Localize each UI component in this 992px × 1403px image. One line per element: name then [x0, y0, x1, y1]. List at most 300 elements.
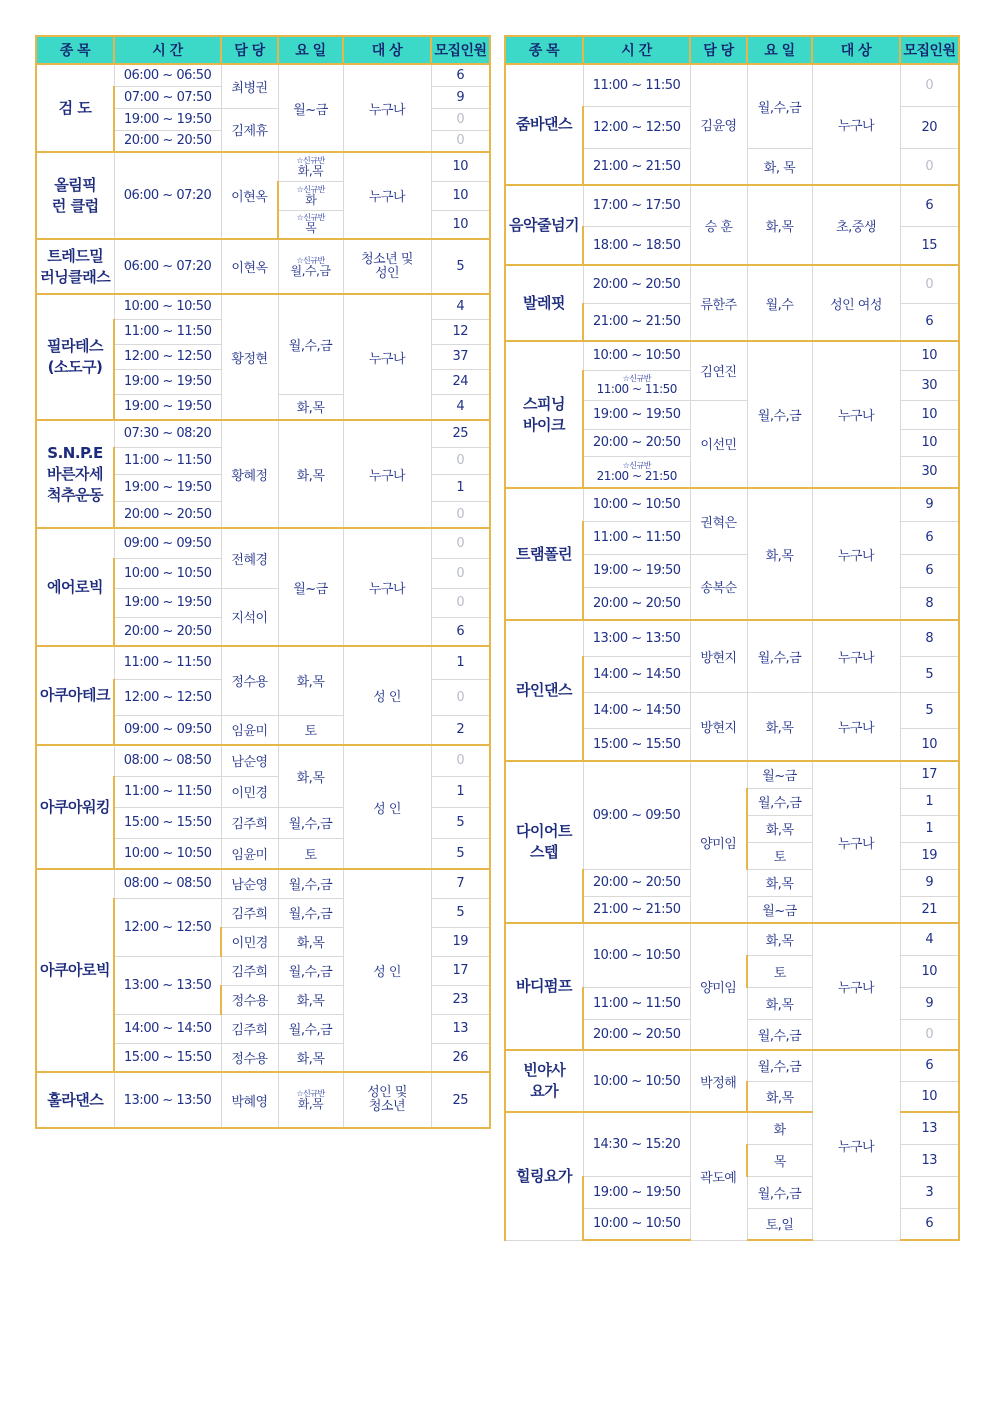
days-cell: 토 — [747, 955, 812, 987]
instructor-cell: 이현옥 — [221, 239, 278, 294]
time-cell — [583, 456, 690, 488]
count-cell: 6 — [431, 617, 490, 646]
sport-name-line: 척추운동 — [47, 485, 103, 504]
count-cell: 10 — [900, 341, 959, 370]
target-cell — [343, 239, 431, 294]
count-cell: 20 — [900, 106, 959, 148]
class-group-spinning — [505, 341, 959, 488]
days-cell: 월,수,금 — [747, 341, 812, 488]
days-cell: 월,수,금 — [278, 956, 343, 985]
time-cell: 11:00 ~ 11:50 — [114, 319, 221, 344]
count-cell: 10 — [431, 210, 490, 239]
time-cell: 07:30 ~ 08:20 — [114, 420, 221, 447]
time-cell: 08:00 ~ 08:50 — [114, 745, 221, 776]
instructor-cell: 이민경 — [221, 776, 278, 807]
time-cell: 13:00 ~ 13:50 — [114, 1072, 221, 1128]
table-row — [505, 761, 959, 788]
count-cell: 9 — [900, 987, 959, 1019]
count-cell: 5 — [431, 898, 490, 927]
time-cell: 06:00 ~ 07:20 — [114, 239, 221, 294]
days-cell: 화,목 — [278, 420, 343, 528]
target-line: 청소년 — [368, 1099, 406, 1114]
class-group-treadmill — [36, 239, 490, 294]
sport-name: 바디펌프 — [505, 923, 583, 1050]
new-class-tag: ☆신규반 — [622, 460, 651, 470]
count-cell: 26 — [431, 1043, 490, 1072]
days-cell: 월~금 — [278, 64, 343, 152]
count-cell: 1 — [431, 646, 490, 679]
count-cell: 0 — [431, 679, 490, 715]
instructor-cell: 이현옥 — [221, 152, 278, 239]
time-cell: 08:00 ~ 08:50 — [114, 869, 221, 898]
count-cell: 6 — [431, 64, 490, 86]
instructor-cell: 양미임 — [690, 761, 747, 923]
time-cell: 19:00 ~ 19:50 — [114, 108, 221, 130]
sport-name-line: 다이어트 — [516, 822, 572, 840]
count-cell: 6 — [900, 1208, 959, 1240]
time-cell: 13:00 ~ 13:50 — [114, 956, 221, 1014]
count-cell: 17 — [431, 956, 490, 985]
target-cell: 누구나 — [812, 341, 900, 488]
new-class-tag: ☆신규반 — [296, 1089, 325, 1098]
class-group-trampoline — [505, 488, 959, 620]
instructor-cell: 김주희 — [221, 898, 278, 927]
days-cell: 월,수,금 — [278, 807, 343, 838]
instructor-cell: 정수용 — [221, 985, 278, 1014]
header-capacity: 모집인원 — [431, 36, 490, 64]
sport-name-line: (소도구) — [47, 358, 103, 376]
count-cell: 24 — [431, 369, 490, 394]
instructor-cell: 송복순 — [690, 554, 747, 620]
class-group-aquatech — [36, 646, 490, 745]
target-line: 청소년 및 — [361, 251, 413, 267]
table-row — [36, 420, 490, 447]
sport-name — [36, 294, 114, 420]
time-cell: 11:00 ~ 11:50 — [114, 776, 221, 807]
count-cell: 8 — [900, 587, 959, 620]
days-cell: 화,목 — [747, 869, 812, 896]
time-cell: 06:00 ~ 07:20 — [114, 152, 221, 239]
instructor-cell: 방현지 — [690, 692, 747, 761]
header-row — [36, 36, 490, 64]
target-cell: 누구나 — [343, 528, 431, 646]
count-cell: 30 — [900, 370, 959, 400]
days-cell: 화,목 — [278, 646, 343, 715]
count-cell: 2 — [431, 715, 490, 745]
days-cell: 토 — [747, 842, 812, 869]
table-row — [36, 64, 490, 86]
sport-name-line: 필라테스 — [47, 337, 103, 355]
instructor-cell: 남순영 — [221, 745, 278, 776]
count-cell: 4 — [431, 294, 490, 319]
instructor-cell: 황혜정 — [221, 420, 278, 528]
new-class-tag: ☆신규반 — [296, 213, 325, 223]
time-cell: 20:00 ~ 20:50 — [583, 429, 690, 456]
class-group-snpe — [36, 420, 490, 528]
header-time: 시 간 — [583, 36, 690, 64]
schedule-table-right — [504, 35, 960, 1241]
instructor-cell: 류한주 — [690, 265, 747, 341]
count-cell: 5 — [900, 692, 959, 728]
target-cell: 누구나 — [343, 420, 431, 528]
sport-name: 트램폴린 — [505, 488, 583, 620]
time-cell: 15:00 ~ 15:50 — [583, 728, 690, 761]
sport-name: 아쿠아워킹 — [36, 745, 114, 869]
time-cell: 19:00 ~ 19:50 — [583, 400, 690, 429]
sport-name-line: 요가 — [530, 1082, 559, 1100]
class-group-aquawalking — [36, 745, 490, 869]
table-row — [36, 152, 490, 181]
days-cell — [278, 1072, 343, 1128]
table-row — [36, 528, 490, 558]
target-cell: 누구나 — [343, 152, 431, 239]
days-cell — [278, 152, 343, 181]
count-cell: 10 — [900, 429, 959, 456]
header-instructor: 담 당 — [221, 36, 278, 64]
header-capacity: 모집인원 — [900, 36, 959, 64]
time-cell: 11:00 ~ 11:50 — [114, 646, 221, 679]
time-cell: 21:00 ~ 21:50 — [583, 148, 690, 185]
class-group-bodypump — [505, 923, 959, 1050]
target-cell: 성 인 — [343, 745, 431, 869]
time-cell: 09:00 ~ 09:50 — [114, 715, 221, 745]
sport-name-line: 바이크 — [523, 415, 565, 434]
days-text: 월,수,금 — [290, 263, 331, 278]
time-cell: 12:00 ~ 12:50 — [114, 344, 221, 369]
time-cell: 20:00 ~ 20:50 — [114, 501, 221, 528]
count-cell: 0 — [431, 108, 490, 130]
days-cell: 화,목 — [747, 488, 812, 620]
target-cell: 성 인 — [343, 869, 431, 1072]
time-cell: 19:00 ~ 19:50 — [114, 588, 221, 617]
days-cell: 화,목 — [278, 985, 343, 1014]
instructor-cell: 임윤미 — [221, 715, 278, 745]
sport-name-line: 러닝클래스 — [40, 267, 111, 286]
count-cell: 0 — [900, 1019, 959, 1050]
instructor-cell: 김연진 — [690, 341, 747, 400]
count-cell: 6 — [900, 303, 959, 341]
sport-name-line: 올림픽 — [54, 175, 97, 194]
instructor-cell: 남순영 — [221, 869, 278, 898]
class-group-barre — [505, 265, 959, 341]
time-cell: 15:00 ~ 15:50 — [114, 807, 221, 838]
count-cell: 13 — [900, 1144, 959, 1176]
time-cell: 10:00 ~ 10:50 — [583, 488, 690, 521]
time-text: 21:00 ~ 21:50 — [596, 468, 677, 483]
count-cell: 13 — [431, 1014, 490, 1043]
count-cell: 0 — [431, 130, 490, 152]
instructor-cell: 정수용 — [221, 1043, 278, 1072]
count-cell: 6 — [900, 1050, 959, 1081]
class-group-linedance — [505, 620, 959, 761]
days-cell: 화,목 — [747, 923, 812, 955]
count-cell: 6 — [900, 185, 959, 226]
instructor-cell: 이민경 — [221, 927, 278, 956]
days-cell: 화,목 — [278, 745, 343, 807]
sport-name: 훌라댄스 — [36, 1072, 114, 1128]
class-group-zumba — [505, 64, 959, 185]
target-cell: 누구나 — [812, 620, 900, 692]
count-cell: 0 — [431, 745, 490, 776]
count-cell: 9 — [431, 86, 490, 108]
table-row — [36, 1072, 490, 1128]
time-cell: 20:00 ~ 20:50 — [583, 587, 690, 620]
days-cell: 월~금 — [747, 761, 812, 788]
count-cell: 1 — [900, 815, 959, 842]
count-cell: 12 — [431, 319, 490, 344]
count-cell: 10 — [900, 955, 959, 987]
count-cell: 3 — [900, 1176, 959, 1208]
class-group-hula — [36, 1072, 490, 1128]
header-sport: 종 목 — [36, 36, 114, 64]
time-cell: 10:00 ~ 10:50 — [114, 558, 221, 588]
count-cell: 7 — [431, 869, 490, 898]
sport-name — [36, 239, 114, 294]
count-cell: 9 — [900, 869, 959, 896]
days-cell: 월,수,금 — [747, 1050, 812, 1081]
sport-name-line: S.N.P.E — [47, 443, 103, 462]
instructor-cell: 전혜경 — [221, 528, 278, 588]
sport-name: 라인댄스 — [505, 620, 583, 761]
sport-name: 에어로빅 — [36, 528, 114, 646]
sport-name — [505, 1050, 583, 1112]
count-cell: 25 — [431, 420, 490, 447]
target-cell: 초,중생 — [812, 185, 900, 265]
time-cell: 19:00 ~ 19:50 — [114, 369, 221, 394]
time-cell: 14:00 ~ 14:50 — [583, 656, 690, 692]
time-cell: 06:00 ~ 06:50 — [114, 64, 221, 86]
instructor-cell: 권혁은 — [690, 488, 747, 554]
time-cell: 10:00 ~ 10:50 — [114, 838, 221, 869]
sport-name: 음악줄넘기 — [505, 185, 583, 265]
target-cell: 누구나 — [812, 761, 900, 923]
count-cell: 9 — [900, 488, 959, 521]
time-text: 11:00 ~ 11:50 — [596, 382, 677, 396]
sport-name: 힐링요가 — [505, 1112, 583, 1240]
time-cell: 12:00 ~ 12:50 — [114, 679, 221, 715]
count-cell: 10 — [431, 181, 490, 210]
count-cell: 4 — [431, 394, 490, 420]
time-cell: 10:00 ~ 10:50 — [583, 1208, 690, 1240]
count-cell: 1 — [900, 788, 959, 815]
count-cell: 4 — [900, 923, 959, 955]
instructor-cell: 최병권 — [221, 64, 278, 108]
time-cell: 11:00 ~ 11:50 — [114, 447, 221, 474]
days-cell: 월,수,금 — [278, 294, 343, 394]
instructor-cell: 양미임 — [690, 923, 747, 1050]
days-cell: 월,수,금 — [278, 898, 343, 927]
time-cell: 18:00 ~ 18:50 — [583, 226, 690, 265]
count-cell: 5 — [431, 239, 490, 294]
days-cell: 화,목 — [747, 1081, 812, 1112]
time-cell: 21:00 ~ 21:50 — [583, 303, 690, 341]
time-cell: 11:00 ~ 11:50 — [583, 521, 690, 554]
target-cell: 누구나 — [812, 1050, 900, 1240]
count-cell: 6 — [900, 521, 959, 554]
count-cell: 0 — [900, 148, 959, 185]
days-cell: 월,수,금 — [747, 64, 812, 148]
table-row — [505, 620, 959, 656]
instructor-cell: 김주희 — [221, 807, 278, 838]
class-group-aquarobic — [36, 869, 490, 1072]
instructor-cell: 곽도예 — [690, 1112, 747, 1240]
time-cell: 14:30 ~ 15:20 — [583, 1112, 690, 1176]
count-cell: 1 — [431, 776, 490, 807]
table-row — [505, 488, 959, 521]
count-cell: 0 — [431, 588, 490, 617]
days-cell: 화,목 — [747, 185, 812, 265]
instructor-cell: 지석이 — [221, 588, 278, 646]
days-cell — [278, 181, 343, 210]
instructor-cell: 박정해 — [690, 1050, 747, 1112]
time-cell: 21:00 ~ 21:50 — [583, 896, 690, 923]
time-cell: 17:00 ~ 17:50 — [583, 185, 690, 226]
time-cell: 10:00 ~ 10:50 — [583, 1050, 690, 1112]
days-cell — [278, 210, 343, 239]
count-cell: 23 — [431, 985, 490, 1014]
time-cell: 14:00 ~ 14:50 — [583, 692, 690, 728]
class-group-pilates — [36, 294, 490, 420]
count-cell: 5 — [900, 656, 959, 692]
days-cell: 화,목 — [747, 987, 812, 1019]
instructor-cell: 황정현 — [221, 294, 278, 420]
header-time: 시 간 — [114, 36, 221, 64]
table-row — [505, 185, 959, 226]
class-group-dietstep — [505, 761, 959, 923]
target-cell: 누구나 — [343, 294, 431, 420]
count-cell: 0 — [431, 501, 490, 528]
time-cell: 12:00 ~ 12:50 — [583, 106, 690, 148]
days-cell: 월,수,금 — [747, 620, 812, 692]
count-cell: 19 — [431, 927, 490, 956]
count-cell: 0 — [431, 528, 490, 558]
sport-name-line: 트레드밀 — [47, 246, 104, 265]
table-row — [36, 869, 490, 898]
header-row — [505, 36, 959, 64]
sport-name — [36, 152, 114, 239]
days-cell: 화, 목 — [747, 148, 812, 185]
days-cell: 토,일 — [747, 1208, 812, 1240]
table-row — [505, 64, 959, 106]
sport-name-line: 스피닝 — [523, 394, 565, 413]
class-group-yoga — [505, 1050, 959, 1240]
count-cell: 10 — [431, 152, 490, 181]
count-cell: 25 — [431, 1072, 490, 1128]
count-cell: 37 — [431, 344, 490, 369]
time-cell: 12:00 ~ 12:50 — [114, 898, 221, 956]
days-text: 목 — [305, 221, 317, 236]
sport-name — [505, 761, 583, 923]
target-cell: 누구나 — [812, 64, 900, 185]
days-cell: 월~금 — [278, 528, 343, 646]
table-row — [505, 265, 959, 303]
target-cell: 성 인 — [343, 646, 431, 745]
time-cell: 19:00 ~ 19:50 — [114, 394, 221, 420]
time-cell: 20:00 ~ 20:50 — [583, 265, 690, 303]
count-cell: 0 — [900, 64, 959, 106]
table-row — [36, 646, 490, 679]
instructor-cell: 임윤미 — [221, 838, 278, 869]
header-target: 대 상 — [343, 36, 431, 64]
target-cell: 누구나 — [812, 692, 900, 761]
schedule-table-left — [35, 35, 491, 1129]
sport-name-line: 런 클럽 — [51, 196, 99, 215]
table-row — [505, 341, 959, 370]
time-cell: 20:00 ~ 20:50 — [114, 130, 221, 152]
instructor-cell: 김제휴 — [221, 108, 278, 152]
count-cell: 10 — [900, 728, 959, 761]
days-cell: 화,목 — [747, 815, 812, 842]
class-group-olympic-run — [36, 152, 490, 239]
instructor-cell: 김윤영 — [690, 64, 747, 185]
instructor-cell: 박혜영 — [221, 1072, 278, 1128]
count-cell: 0 — [431, 558, 490, 588]
instructor-cell: 승 훈 — [690, 185, 747, 265]
days-cell: 토 — [278, 838, 343, 869]
time-cell: 07:00 ~ 07:50 — [114, 86, 221, 108]
days-cell: 월,수,금 — [747, 1176, 812, 1208]
days-cell: 월,수,금 — [747, 1019, 812, 1050]
days-cell: 화,목 — [278, 927, 343, 956]
days-text: 화,목 — [297, 163, 324, 178]
header-sport: 종 목 — [505, 36, 583, 64]
header-days: 요 일 — [278, 36, 343, 64]
days-cell: 화,목 — [278, 394, 343, 420]
instructor-cell: 김주희 — [221, 956, 278, 985]
target-cell — [343, 1072, 431, 1128]
new-class-tag: ☆신규반 — [296, 184, 325, 194]
sport-name-line: 바른자세 — [47, 464, 103, 483]
days-cell — [278, 239, 343, 294]
target-line: 성인 — [374, 265, 400, 281]
sport-name: 줌바댄스 — [505, 64, 583, 185]
instructor-cell: 이선민 — [690, 400, 747, 488]
class-group-jumprope — [505, 185, 959, 265]
time-cell: 15:00 ~ 15:50 — [114, 1043, 221, 1072]
instructor-cell: 정수용 — [221, 646, 278, 715]
target-cell: 누구나 — [812, 923, 900, 1050]
days-cell: 화,목 — [278, 1043, 343, 1072]
header-instructor: 담 당 — [690, 36, 747, 64]
time-cell: 09:00 ~ 09:50 — [583, 761, 690, 869]
time-cell: 11:00 ~ 11:50 — [583, 987, 690, 1019]
count-cell: 17 — [900, 761, 959, 788]
time-cell: 14:00 ~ 14:50 — [114, 1014, 221, 1043]
count-cell: 10 — [900, 400, 959, 429]
time-cell: 10:00 ~ 10:50 — [114, 294, 221, 319]
time-cell: 09:00 ~ 09:50 — [114, 528, 221, 558]
days-cell: 월,수,금 — [747, 788, 812, 815]
time-cell: 19:00 ~ 19:50 — [114, 474, 221, 501]
time-cell: 19:00 ~ 19:50 — [583, 554, 690, 587]
sport-name — [36, 420, 114, 528]
table-row — [36, 239, 490, 294]
count-cell: 6 — [900, 554, 959, 587]
target-cell: 누구나 — [812, 488, 900, 620]
new-class-tag: ☆신규반 — [296, 255, 325, 265]
target-line: 성인 및 — [367, 1085, 407, 1100]
time-cell: 10:00 ~ 10:50 — [583, 341, 690, 370]
class-group-aerobic — [36, 528, 490, 646]
sport-name-line: 스텝 — [530, 843, 558, 861]
count-cell: 21 — [900, 896, 959, 923]
days-cell: 월,수,금 — [278, 869, 343, 898]
sport-name — [505, 341, 583, 488]
days-cell: 목 — [747, 1144, 812, 1176]
days-text: 화 — [305, 192, 317, 207]
header-days: 요 일 — [747, 36, 812, 64]
table-row — [36, 294, 490, 319]
